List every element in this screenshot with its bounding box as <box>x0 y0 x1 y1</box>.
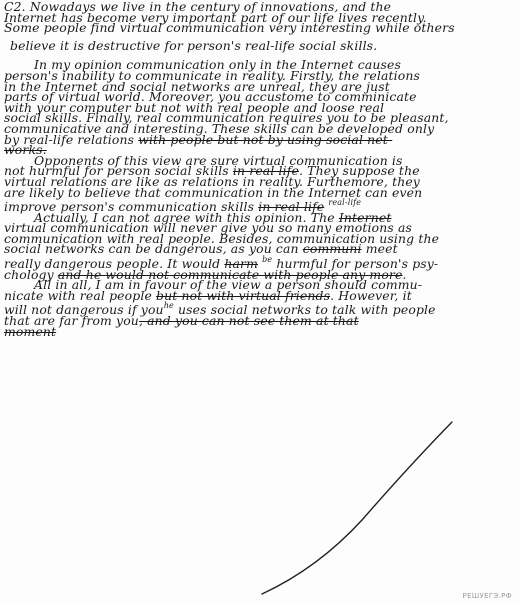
line-text: hurmful for person's psy- <box>276 256 439 272</box>
line-text: uses social networks to talk with people <box>177 302 436 318</box>
line-text: Actually, I can not agree with this opinion. The <box>34 209 335 225</box>
essay-line-17: are likely to believe that communication in the Internet can even <box>4 184 423 200</box>
inserted-word: he <box>163 301 174 311</box>
inserted-word: be <box>262 255 273 265</box>
crossed-out-text: in real life <box>258 199 325 215</box>
essay-line-14: Opponents of this view are sure virtual communication is <box>34 152 403 168</box>
line-text: that are far from you <box>4 313 139 329</box>
line-text: meet <box>365 241 398 257</box>
essay-line-7: in the Internet and social networks are unreal, they are just <box>4 78 390 94</box>
line-text: really dangerous people. It would <box>4 256 221 272</box>
essay-line-16: virtual relations are like as relations in reality. Furthemore, they <box>4 173 420 189</box>
essay-line-20: virtual communication will never give you so many emotions as <box>4 220 413 236</box>
line-text: social networks can be dangerous, as you can <box>4 241 299 257</box>
crossed-out-text: and he would not communicate with people any more <box>57 266 403 282</box>
crossed-out-text: but not with virtual friends <box>156 287 331 303</box>
crossed-out-text: communi <box>302 241 362 257</box>
crossed-out-text: moment <box>4 323 57 339</box>
essay-line-1: C2. Nowadays we live in the century of innovations, and the <box>4 0 392 14</box>
essay-line-11: communicative and interesting. These skills can be developed only <box>4 120 435 136</box>
line-text: not hurmful for person social skills <box>4 163 229 179</box>
essay-line-24: chology and he would not communicate with people any more. <box>4 266 407 282</box>
line-text: will not dangerous if you <box>4 302 164 318</box>
essay-line-21: communication with real people. Besides, communication using the <box>4 230 440 246</box>
crossed-out-text: in real life <box>232 163 299 179</box>
crossed-out-text: with people but not by using social net- <box>138 131 393 147</box>
essay-line-25: All in all, I am in favour of the view a person should commu- <box>34 277 423 293</box>
essay-line-2: Internet has become very important part of our life lives recently. <box>4 9 427 25</box>
line-text: nicate with real people <box>4 287 152 303</box>
essay-line-6: person's inability to communicate in reality. Firstly, the relations <box>4 67 420 83</box>
crossed-out-text: works. <box>4 142 47 158</box>
essay-line-8: parts of virtual world. Moreover, you accustome to comminicate <box>4 89 417 105</box>
line-text: improve person's communication skills <box>4 199 255 215</box>
diagonal-stroke <box>262 422 452 594</box>
line-text: . However, it <box>330 287 412 303</box>
essay-line-9: with your computer but not with real people and loose real <box>4 99 385 115</box>
crossed-out-text: Internet <box>338 209 392 225</box>
essay-line-3: Some people find virtual communication very interesting while others <box>4 20 455 36</box>
inserted-word: real-life <box>328 198 362 208</box>
essay-line-4: believe it is destructive for person's real-life social skills. <box>10 37 378 53</box>
line-text: by real-life relations <box>4 131 135 147</box>
essay-line-10: social skills. Finally, real communication requires you to be pleasant, <box>4 110 449 126</box>
crossed-out-text: harm <box>224 256 258 272</box>
crossed-out-text: , and you can not see them at that <box>138 313 359 329</box>
essay-line-5: In my opinion communication only in the Internet causes <box>34 57 402 73</box>
line-text: . They suppose the <box>299 163 420 179</box>
watermark: РЕШУЕГЭ.РФ <box>462 592 512 600</box>
line-text: chology <box>4 266 54 282</box>
